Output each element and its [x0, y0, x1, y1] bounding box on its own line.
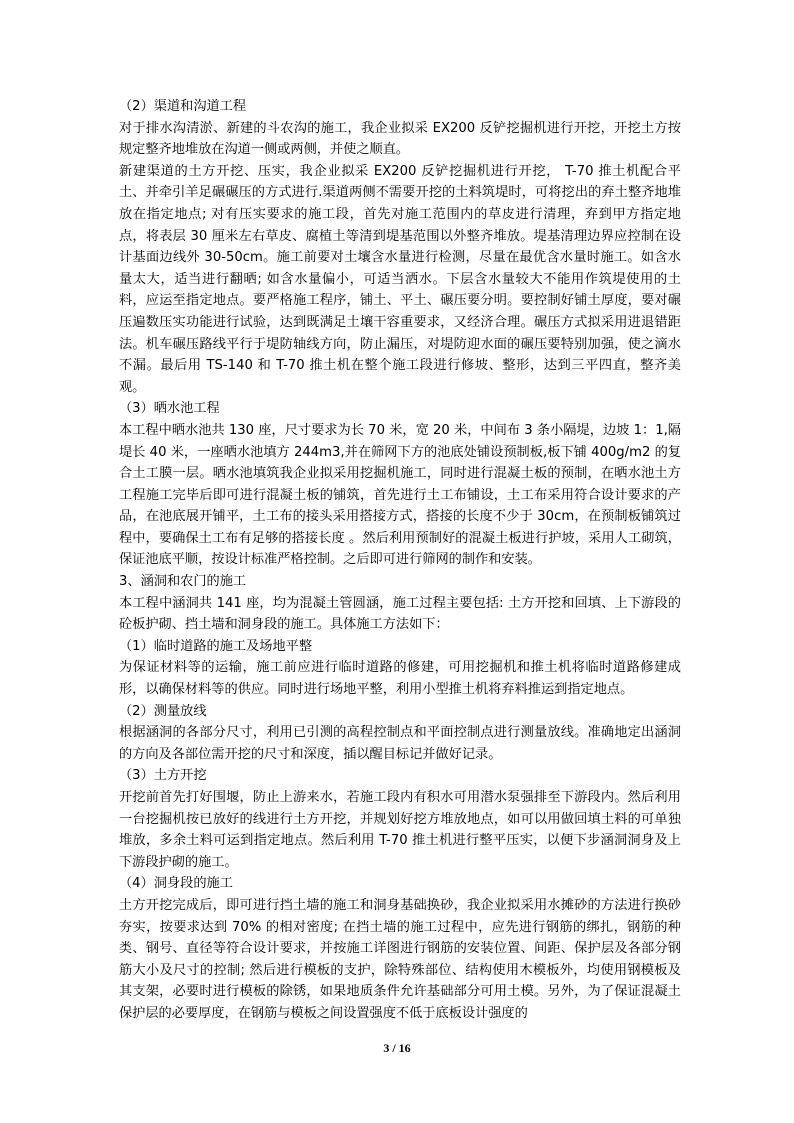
body-paragraph: 为保证材料等的运输，施工前应进行临时道路的修建，可用挖掘机和推土机将临时道路修建成形，以确保材料等的供应。同时进行场地平整，利用小型推土机将弃料推运到指定地点。 — [119, 660, 681, 698]
body-paragraph: 开挖前首先打好围堰，防止上游来水，若施工段内有积水可用潜水泵强排至下游段内。然后利用一台挖掘机按已放好的线进行土方开挖，并规划好挖方堆放地点，如可以用做回填土料的可单独堆放，多余土料可运到指定地点。然后利用 T-70 推土机进行整平压实，以便下步涵洞洞身及上下游段护砌的施工。 — [119, 790, 681, 870]
section-heading: （2）渠道和沟道工程 — [119, 99, 247, 114]
section-heading: 3、涵洞和农门的施工 — [119, 574, 247, 590]
section-heading: （3）晒水池工程 — [119, 401, 220, 417]
page-number: 3 / 16 — [383, 1041, 411, 1055]
body-paragraph: 本工程中晒水池共 130 座，尺寸要求为长 70 米，宽 20 米，中间布 3 条小隔堤，边坡 1：1,隔堤长 40 米，一座晒水池填方 244m3,并在筛网下方的池底处铺设预制板,板下铺 400g/m2 的复合土工膜一层。晒水池填筑我企业拟采用挖掘机施工，同时进行混凝土板的预制，在晒水池土方工程施工完毕后即可进行混凝土板的铺筑，首先进行土工布铺设，土工布采用符合设计要求的产品，在池底展开铺平，土工布的接头采用搭接方式，搭接的长度不少于 30cm，在预制板铺筑过程中，要确保土工布有足够的搭接长度 。然后利用预制好的混凝土板进行护坡，采用人工砌筑，保证池底平顺，按设计标准严格控制。之后即可进行筛网的制作和安装。 — [119, 422, 681, 568]
body-paragraph: 本工程中涵洞共 141 座，均为混凝土管圆涵，施工过程主要包括: 土方开挖和回填、上下游段的砼板护砌、挡土墙和洞身段的施工。具体施工方法如下： — [119, 595, 681, 633]
body-paragraph: 新建渠道的土方开挖、压实，我企业拟采 EX200 反铲挖掘机进行开挖， T-70 推土机配合平土、并牵引羊足碾碾压的方式进行.渠道两侧不需要开挖的土料筑堤时，可将挖出的弃土整齐地堆放在指定地点; 对有压实要求的施工段，首先对施工范围内的草皮进行清理，弃到甲方指定地点，将表层 30 厘米左右草皮、腐植土等清到堤基范围以外整齐堆放。堤基清理边界应控制在设计基面边线外 30-50cm。施工前要对土壤含水量进行检测，尽量在最优含水量时施工。如含水量太大，适当进行翻晒; 如含水量偏小，可适当洒水。下层含水量较大不能用作筑堤使用的土料，应运至指定地点。要严格施工程序，铺土、平土、碾压要分明。要控制好铺土厚度，要对碾压遍数压实功能进行试验，达到既满足土壤干容重要求，又经济合理。碾压方式拟采用进退错距法。机车碾压路线平行于堤防轴线方向，防止漏压，对堤防迎水面的碾压要特别加强，使之滴水不漏。最后用 TS-140 和 T-70 推土机在整个施工段进行修坡、整形，达到三平四直，整齐美观。 — [119, 163, 681, 395]
body-paragraph: 对于排水沟清淤、新建的斗农沟的施工，我企业拟采 EX200 反铲挖掘机进行开挖，开挖土方按规定整齐地堆放在沟道一侧或两侧，并使之顺直。 — [119, 120, 681, 158]
body-paragraph: 土方开挖完成后，即可进行挡土墙的施工和洞身基础换砂，我企业拟采用水摊砂的方法进行换砂夯实，按要求达到 70% 的相对密度; 在挡土墙的施工过程中，应先进行钢筋的绑扎，钢筋的种类、钢号、直径等符合设计要求，并按施工详图进行钢筋的安装位置、间距、保护层及各部分钢筋大小及尺寸的控制; 然后进行模板的支护，除特殊部位、结构使用木模板外，均使用钢模板及其支架，必要时进行模板的除锈，如果地质条件允许基础部分可用土模。另外，为了保证混凝土保护层的必要厚度，在钢筋与模板之间设置强度不低于底板设计强度的 — [119, 897, 681, 1021]
section-heading: （3）土方开挖 — [119, 768, 207, 784]
document-body — [119, 96, 681, 1025]
section-heading: （1）临时道路的施工及场地平整 — [119, 638, 313, 654]
section-heading: （4）洞身段的施工 — [119, 876, 233, 892]
body-paragraph: 根据涵洞的各部分尺寸，利用已引测的高程控制点和平面控制点进行测量放线。准确地定出涵洞的方向及各部位需开挖的尺寸和深度，插以醒目标记并做好记录。 — [119, 725, 681, 762]
section-heading: （2）测量放线 — [119, 703, 207, 719]
